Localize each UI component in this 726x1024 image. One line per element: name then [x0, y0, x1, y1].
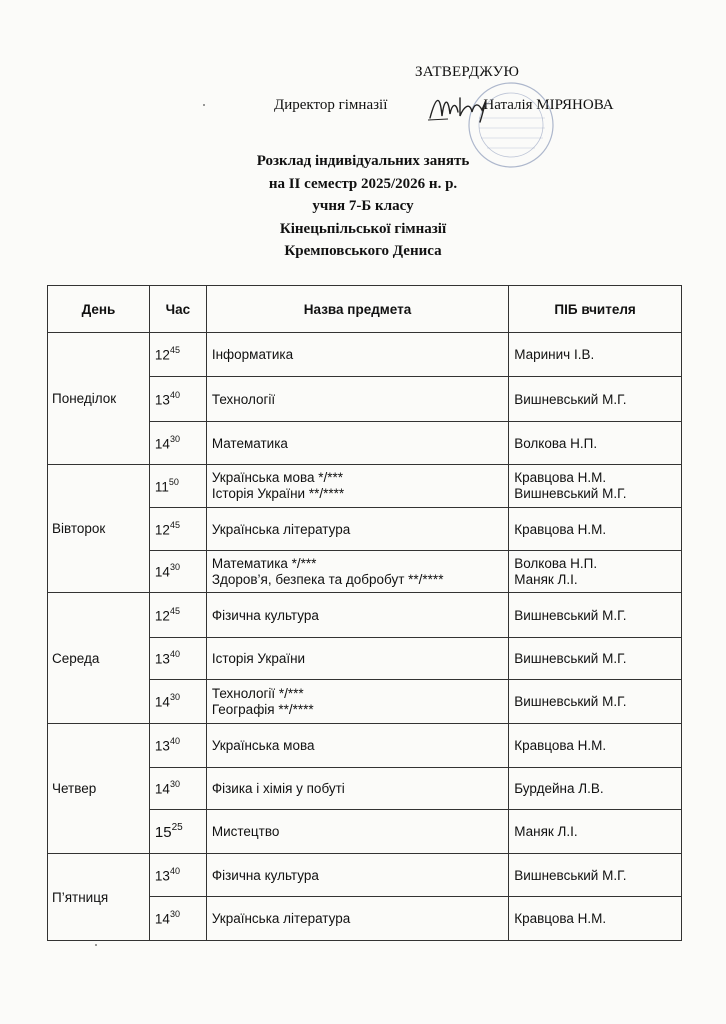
subject-cell: Українська література: [206, 508, 508, 551]
time-cell: $15^{25}$: [149, 810, 206, 854]
subject-line: Технології */***: [211, 685, 304, 701]
teacher-line: Кравцова Н.М.: [514, 470, 607, 485]
table-row: [48, 724, 682, 768]
subject-cell: [206, 680, 508, 724]
time-cell: $12^{45}$: [149, 508, 206, 551]
table-row: [48, 593, 682, 638]
schedule-heading: [0, 150, 726, 263]
time-cell: $13^{40}$: [149, 724, 206, 768]
teacher-cell: Кравцова Н.М.: [509, 724, 682, 768]
scan-speck: [95, 944, 97, 946]
teacher-cell: Кравцова Н.М.: [509, 508, 682, 551]
heading-class: учня 7-Б класу: [312, 198, 414, 214]
time-cell: $14^{30}$: [149, 551, 206, 593]
teacher-cell: [509, 465, 682, 508]
time-cell: $14^{30}$: [149, 897, 206, 941]
subject-cell: Фізична культура: [206, 854, 508, 897]
subject-cell: Українська мова: [206, 724, 508, 768]
director-name: Наталія МІРЯНОВА: [483, 97, 614, 113]
subject-cell: Мистецтво: [206, 810, 508, 854]
subject-cell: Фізична культура: [206, 593, 508, 638]
teacher-cell: Бурдейна Л.В.: [509, 768, 682, 810]
day-cell: Понеділок: [48, 333, 150, 465]
table-row: [48, 465, 682, 508]
heading-school: Кінецьпільської гімназії: [279, 220, 447, 237]
subject-cell: Історія України: [206, 638, 508, 680]
subject-line: Здоров’я, безпека та добробут **/****: [211, 571, 444, 587]
subject-cell: Українська література: [206, 897, 508, 941]
table-row: [48, 854, 682, 897]
teacher-cell: Кравцова Н.М.: [509, 897, 682, 941]
subject-cell: Інформатика: [206, 333, 508, 377]
subject-cell: [206, 465, 508, 508]
teacher-cell: Вишневський М.Г.: [509, 680, 682, 724]
approval-block: [0, 0, 726, 140]
schedule-table: [47, 285, 682, 941]
approval-title: ЗАТВЕРДЖУЮ: [415, 64, 520, 80]
subject-cell: Фізика і хімія у побуті: [206, 768, 508, 810]
scan-speck: [203, 104, 205, 106]
day-cell: П’ятниця: [48, 854, 150, 941]
director-signature: [426, 88, 494, 126]
teacher-cell: Вишневський М.Г.: [509, 854, 682, 897]
teacher-cell: Вишневський М.Г.: [509, 593, 682, 638]
subject-line: Історія України **/****: [211, 486, 345, 501]
header-subject: Назва предмета: [206, 286, 508, 333]
teacher-cell: Маринич І.В.: [509, 333, 682, 377]
time-cell: $14^{30}$: [149, 768, 206, 810]
teacher-line: Вишневський М.Г.: [514, 486, 627, 501]
header-day: День: [48, 286, 150, 333]
time-cell: $12^{45}$: [149, 593, 206, 638]
heading-title: Розклад індивідуальних занять: [256, 153, 470, 169]
subject-cell: Технології: [206, 377, 508, 422]
time-cell: $13^{40}$: [149, 377, 206, 422]
heading-semester: на ІІ семестр 2025/2026 н. р.: [268, 175, 458, 192]
time-cell: $14^{30}$: [149, 422, 206, 465]
subject-cell: [206, 551, 508, 593]
heading-student: Кремповського Дениса: [284, 243, 442, 259]
teacher-cell: Вишневський М.Г.: [509, 377, 682, 422]
teacher-cell: Маняк Л.І.: [509, 810, 682, 854]
teacher-cell: Вишневський М.Г.: [509, 638, 682, 680]
table-header-row: [48, 286, 682, 333]
director-position: Директор гімназії: [274, 97, 388, 113]
day-cell: Вівторок: [48, 465, 150, 593]
teacher-cell: [509, 551, 682, 593]
teacher-cell: Волкова Н.П.: [509, 422, 682, 465]
table-row: [48, 333, 682, 377]
day-cell: Середа: [48, 593, 150, 724]
day-cell: Четвер: [48, 724, 150, 854]
time-cell: $13^{40}$: [149, 638, 206, 680]
time-cell: $12^{45}$: [149, 333, 206, 377]
time-cell: $11^{50}$: [149, 465, 206, 508]
teacher-line: Волкова Н.П.: [514, 555, 598, 571]
teacher-line: Маняк Л.І.: [514, 571, 578, 587]
subject-line: Математика */***: [211, 555, 317, 571]
subject-line: Українська мова */***: [211, 470, 344, 485]
header-teacher: ПІБ вчителя: [509, 286, 682, 333]
time-cell: $14^{30}$: [149, 680, 206, 724]
time-cell: $13^{40}$: [149, 854, 206, 897]
subject-line: Географія **/****: [211, 701, 314, 717]
header-time: Час: [149, 286, 206, 333]
subject-cell: Математика: [206, 422, 508, 465]
